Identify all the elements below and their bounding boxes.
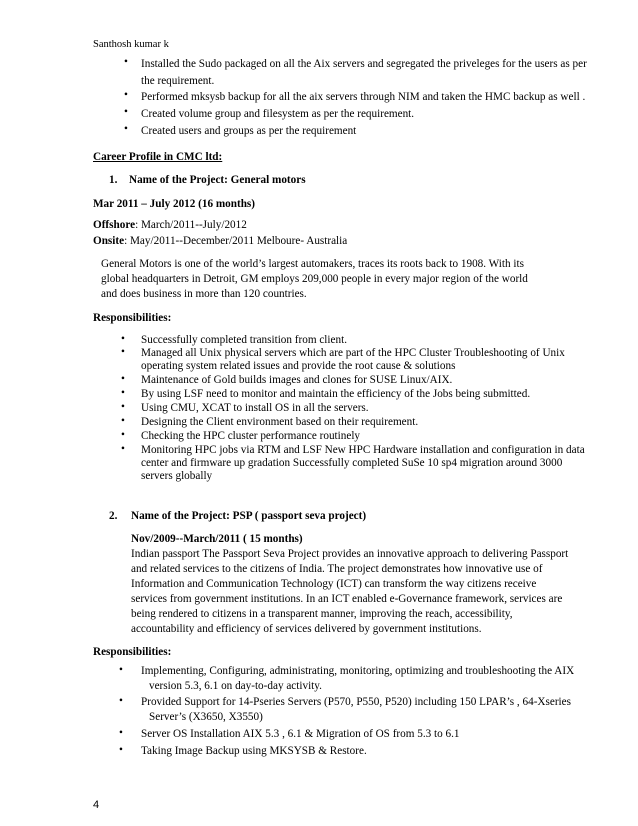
list-item: Implementing, Configuring, administrating, monitoring, optimizing and troubleshooting the AIX bbox=[141, 665, 575, 677]
project-description-line: being rendered to citizens in a transparent manner, improving the reach, accessibility, bbox=[131, 608, 513, 620]
project-title: Name of the Project: PSP ( passport seva project) bbox=[131, 510, 367, 522]
bullet-icon: • bbox=[121, 429, 125, 441]
list-item: operating system related issues and provide the root cause & solutions bbox=[141, 360, 456, 372]
bullet-icon: • bbox=[121, 387, 125, 399]
list-item: Taking Image Backup using MKSYSB & Restore. bbox=[141, 745, 367, 757]
responsibilities-heading: Responsibilities: bbox=[93, 646, 172, 658]
header-name: Santhosh kumar k bbox=[93, 39, 169, 50]
list-item: Provided Support for 14-Pseries Servers (P570, P550, P520) including 150 LPAR’s , 64-Xseries bbox=[141, 696, 571, 708]
bullet-icon: • bbox=[119, 727, 123, 739]
project-description-line: accountability and efficiency of services delivered by government institutions. bbox=[131, 623, 482, 635]
bullet-icon: • bbox=[121, 415, 125, 427]
project-period: Mar 2011 – July 2012 (16 months) bbox=[93, 198, 256, 210]
list-item: servers globally bbox=[141, 470, 213, 482]
onsite-value: : May/2011--December/2011 Melboure- Australia bbox=[124, 235, 348, 247]
list-item: Performed mksysb backup for all the aix servers through NIM and taken the HMC backup as well . bbox=[141, 91, 586, 103]
onsite-label: Onsite bbox=[93, 235, 125, 247]
bullet-icon: • bbox=[119, 695, 123, 707]
list-item: center and firmware up gradation Successfully completed SuSe 10 sp4 migration around 3000 bbox=[141, 457, 563, 469]
project-description-line: services from government institutions. In an ICT enabled e-Governance framework, services are bbox=[131, 593, 563, 605]
list-item: Server’s (X3650, X3550) bbox=[149, 711, 263, 723]
project-period: Nov/2009--March/2011 ( 15 months) bbox=[131, 533, 303, 545]
list-item: Designing the Client environment based on their requirement. bbox=[141, 416, 419, 428]
list-item: Managed all Unix physical servers which are part of the HPC Cluster Troubleshooting of Unix bbox=[141, 347, 565, 359]
project-title: Name of the Project: General motors bbox=[129, 174, 306, 186]
bullet-icon: • bbox=[119, 744, 123, 756]
bullet-icon: • bbox=[124, 106, 128, 118]
responsibilities-heading: Responsibilities: bbox=[93, 312, 172, 324]
project-number: 2. bbox=[109, 510, 118, 522]
list-item: version 5.3, 6.1 on day-to-day activity. bbox=[149, 680, 322, 692]
bullet-icon: • bbox=[124, 56, 128, 68]
bullet-icon: • bbox=[121, 401, 125, 413]
list-item: Maintenance of Gold builds images and clones for SUSE Linux/AIX. bbox=[141, 374, 453, 386]
project-description-line: and related services to the citizens of India. The project demonstrates how innovative use of bbox=[131, 563, 543, 575]
bullet-icon: • bbox=[121, 373, 125, 385]
project-description-line: and does business in more than 120 countries. bbox=[101, 288, 307, 300]
project-description-line: Indian passport The Passport Seva Project provides an innovative approach to delivering Passport bbox=[131, 548, 569, 560]
page-number: 4 bbox=[93, 799, 100, 811]
project-description-line: Information and Communication Technology (ICT) can transform the way citizens receive bbox=[131, 578, 537, 590]
list-item: Installed the Sudo packaged on all the Aix servers and segregated the priveleges for the users as per bbox=[141, 58, 587, 70]
offshore-label: Offshore bbox=[93, 219, 136, 231]
list-item: Checking the HPC cluster performance routinely bbox=[141, 430, 361, 442]
project-description-line: General Motors is one of the world’s largest automakers, traces its roots back to 1908. With its bbox=[101, 258, 524, 270]
list-item: Successfully completed transition from client. bbox=[141, 334, 347, 346]
list-item: Created users and groups as per the requirement bbox=[141, 125, 357, 137]
offshore-value: : March/2011--July/2012 bbox=[135, 219, 247, 231]
list-item: Using CMU, XCAT to install OS in all the servers. bbox=[141, 402, 369, 414]
project-number: 1. bbox=[109, 174, 118, 186]
list-item: the requirement. bbox=[141, 75, 215, 87]
list-item: By using LSF need to monitor and maintain the efficiency of the Jobs being submitted. bbox=[141, 388, 531, 400]
bullet-icon: • bbox=[121, 333, 125, 345]
bullet-icon: • bbox=[121, 346, 125, 358]
onsite-row bbox=[93, 235, 347, 248]
project-description-line: global headquarters in Detroit, GM employs 209,000 people in every major region of the world bbox=[101, 273, 528, 285]
bullet-icon: • bbox=[121, 443, 125, 455]
list-item: Monitoring HPC jobs via RTM and LSF New HPC Hardware installation and configuration in data bbox=[141, 444, 585, 456]
offshore-row bbox=[93, 219, 247, 232]
bullet-icon: • bbox=[124, 123, 128, 135]
list-item: Server OS Installation AIX 5.3 , 6.1 & Migration of OS from 5.3 to 6.1 bbox=[141, 728, 460, 740]
bullet-icon: • bbox=[124, 89, 128, 101]
list-item: Created volume group and filesystem as per the requirement. bbox=[141, 108, 415, 120]
career-heading: Career Profile in CMC ltd: bbox=[93, 151, 223, 163]
bullet-icon: • bbox=[119, 664, 123, 676]
